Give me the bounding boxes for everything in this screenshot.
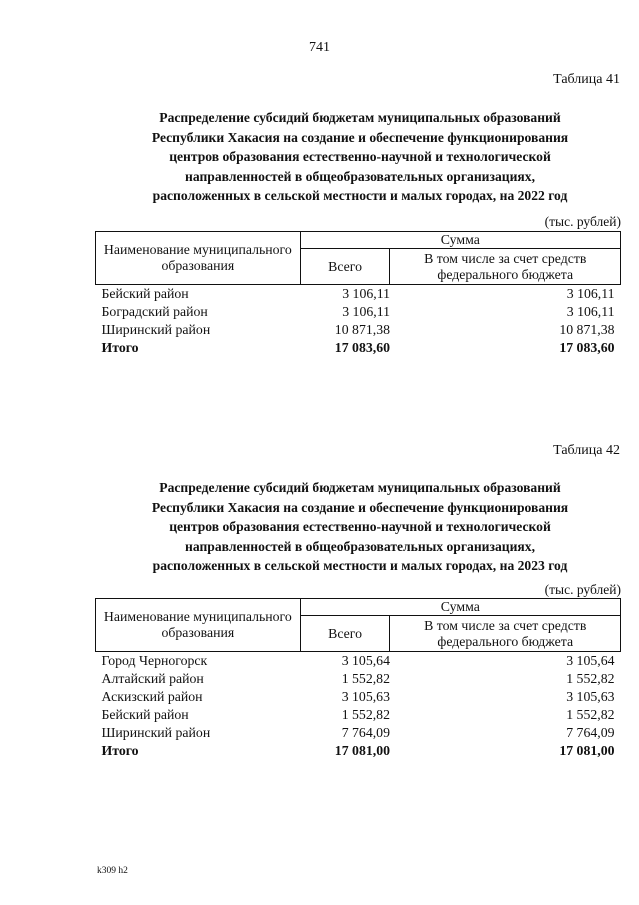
- total-row: [96, 339, 621, 357]
- row-name: Боградский район: [101, 304, 208, 319]
- row-name: Алтайский район: [101, 671, 204, 686]
- footer-code: k309 h2: [97, 866, 128, 876]
- row-name: Ширинский район: [101, 322, 211, 337]
- row-total: 3 105,64: [341, 653, 390, 668]
- row-total: 1 552,82: [341, 707, 390, 722]
- table-title: [95, 108, 625, 206]
- table-number: Таблица 41: [553, 72, 620, 87]
- row-total: 7 764,09: [341, 725, 390, 740]
- row-federal: 3 105,64: [566, 653, 615, 668]
- table-row: [96, 724, 621, 742]
- header-sum: Сумма: [300, 232, 620, 249]
- title-line: направленностей в общеобразовательных организациях,: [185, 168, 535, 184]
- row-total: 10 871,38: [334, 322, 390, 337]
- page-number: 741: [309, 40, 330, 55]
- row-total: 1 552,82: [341, 671, 390, 686]
- title-line: центров образования естественно-научной и технологической: [169, 149, 551, 164]
- total-total: 17 083,60: [334, 340, 390, 355]
- title-line: Республики Хакасия на создание и обеспечение функционирования: [151, 129, 569, 145]
- subsidy-table-2023: [95, 598, 621, 760]
- title-line: направленностей в общеобразовательных организациях,: [185, 538, 535, 554]
- table-title: [95, 478, 625, 576]
- title-line: Распределение субсидий бюджетам муниципальных образований: [159, 480, 561, 495]
- title-line: Распределение субсидий бюджетам муниципальных образований: [159, 110, 561, 125]
- table-row: [96, 321, 621, 339]
- title-line: центров образования естественно-научной и технологической: [169, 519, 551, 534]
- table-row: [96, 285, 621, 304]
- table-row: [96, 706, 621, 724]
- row-name: Бейский район: [101, 707, 189, 722]
- total-total: 17 081,00: [334, 743, 390, 758]
- total-row: [96, 742, 621, 760]
- table-row: [96, 688, 621, 706]
- header-name: Наименование муниципального образования: [96, 232, 301, 285]
- table-number: Таблица 42: [553, 443, 620, 458]
- row-federal: 1 552,82: [566, 671, 615, 686]
- title-line: расположенных в сельской местности и малых городах, на 2023 год: [152, 558, 568, 573]
- row-name: Бейский район: [101, 286, 189, 301]
- row-total: 3 105,63: [341, 689, 390, 704]
- row-federal: 7 764,09: [566, 725, 615, 740]
- row-federal: 3 105,63: [566, 689, 615, 704]
- row-federal: 1 552,82: [566, 707, 615, 722]
- units-label: (тыс. рублей): [544, 214, 621, 229]
- subsidy-table-2022: [95, 231, 621, 357]
- total-name: Итого: [101, 743, 139, 758]
- header-federal: В том числе за счет средств федерального бюджета: [390, 249, 621, 285]
- row-total: 3 106,11: [342, 286, 390, 301]
- units-label: (тыс. рублей): [544, 582, 621, 597]
- row-name: Ширинский район: [101, 725, 211, 740]
- table-row: [96, 652, 621, 671]
- header-sum: Сумма: [300, 599, 620, 616]
- row-name: Аскизский район: [101, 689, 203, 704]
- header-name: Наименование муниципального образования: [96, 599, 301, 652]
- total-name: Итого: [101, 340, 139, 355]
- header-total: Всего: [300, 616, 390, 652]
- row-federal: 3 106,11: [566, 286, 615, 301]
- total-federal: 17 081,00: [559, 743, 615, 758]
- header-total: Всего: [300, 249, 390, 285]
- total-federal: 17 083,60: [559, 340, 615, 355]
- header-federal: В том числе за счет средств федерального бюджета: [390, 616, 621, 652]
- title-line: Республики Хакасия на создание и обеспечение функционирования: [151, 499, 569, 515]
- row-total: 3 106,11: [342, 304, 390, 319]
- table-row: [96, 303, 621, 321]
- row-federal: 3 106,11: [566, 304, 615, 319]
- title-line: расположенных в сельской местности и малых городах, на 2022 год: [152, 188, 568, 203]
- table-row: [96, 670, 621, 688]
- row-federal: 10 871,38: [559, 322, 615, 337]
- row-name: Город Черногорск: [101, 653, 208, 668]
